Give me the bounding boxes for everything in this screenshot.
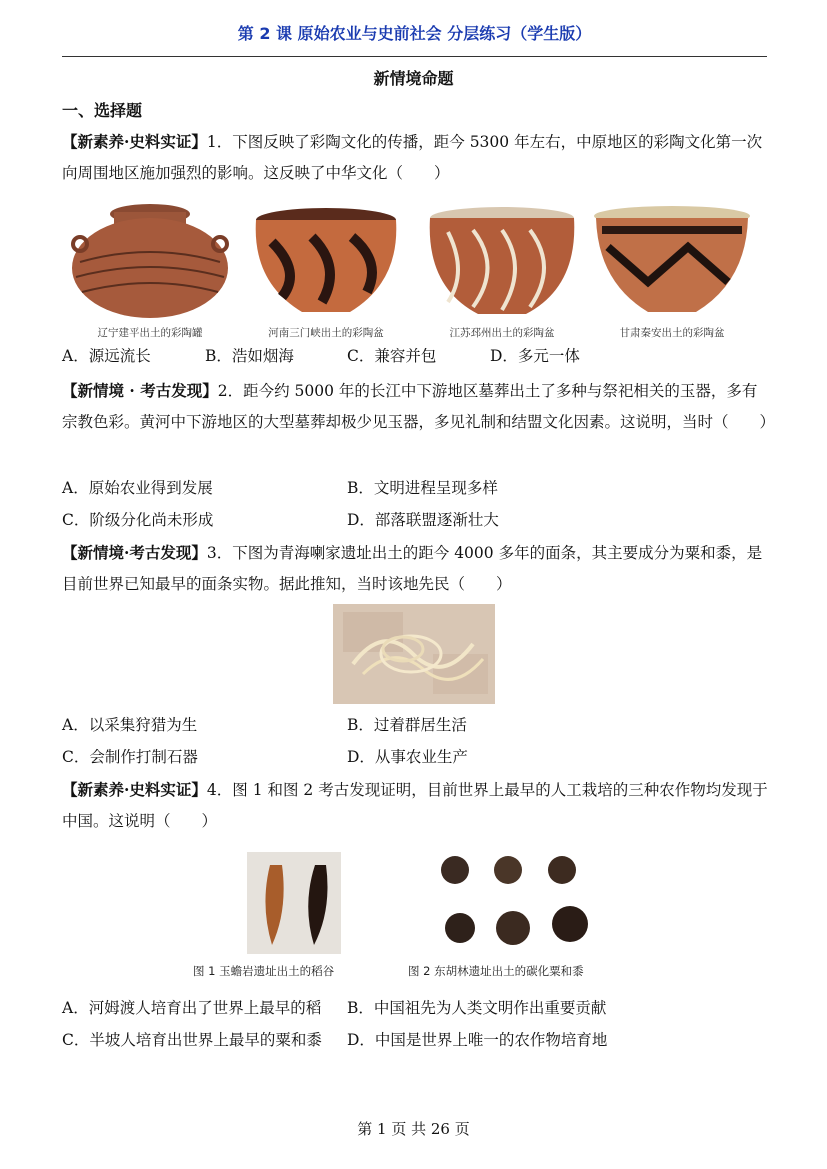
image-caption: 辽宁建平出土的彩陶罐 [97, 327, 203, 339]
pottery-image-4 [588, 202, 756, 340]
figure-1-caption: 图 1 玉蟾岩遗址出土的稻谷 [193, 964, 335, 978]
option-d[interactable]: D．多元一体 [490, 347, 580, 365]
option-c[interactable]: C．半坡人培育出世界上最早的粟和黍 [62, 1031, 322, 1049]
figure-2-caption: 图 2 东胡林遗址出土的碳化粟和黍 [408, 964, 584, 978]
question-3 [62, 537, 768, 600]
option-a[interactable]: A．河姆渡人培育出了世界上最早的稻 [62, 999, 322, 1017]
grains-photo-icon [190, 850, 640, 960]
question-text: 1．下图反映了彩陶文化的传播，距今 5300 年左右，中原地区的彩陶文化第一次向周围地区施加强烈的影响。这反映了中华文化（ ） [62, 133, 763, 182]
question-4 [62, 774, 768, 837]
pottery-figure [66, 202, 766, 340]
option-b[interactable]: B．中国祖先为人类文明作出重要贡献 [347, 999, 607, 1017]
question-text: 4．图 1 和图 2 考古发现证明，目前世界上最早的人工栽培的三种农作物均发现于中国。这说明（ ） [62, 781, 768, 830]
image-caption: 河南三门峡出土的彩陶盆 [268, 327, 384, 339]
question-text: 3．下图为青海喇家遗址出土的距今 4000 多年的面条，其主要成分为粟和黍，是目前世界已知最早的面条实物。据此推知，当时该地先民（ ） [62, 544, 763, 593]
question-tag: 【新情境 · 考古发现】 [62, 381, 218, 400]
option-d[interactable]: D．从事农业生产 [347, 748, 468, 766]
question-tag: 【新情境·考古发现】 [62, 543, 207, 562]
option-b[interactable]: B．过着群居生活 [347, 716, 467, 734]
pottery-bowl-icon [418, 202, 586, 322]
page-footer: 第 1 页 共 26 页 [357, 1120, 470, 1138]
question-2-options [62, 472, 768, 536]
option-d[interactable]: D．中国是世界上唯一的农作物培育地 [347, 1031, 608, 1049]
image-caption: 甘肃秦安出土的彩陶盆 [619, 327, 725, 339]
question-3-options [62, 709, 768, 773]
option-d[interactable]: D．部落联盟逐渐壮大 [347, 511, 499, 529]
pottery-jar-icon [66, 202, 234, 322]
option-b[interactable]: B．浩如烟海 [205, 347, 294, 365]
image-caption: 江苏邳州出土的彩陶盆 [449, 327, 555, 339]
pottery-image-3 [418, 202, 586, 340]
pottery-image-1 [66, 202, 234, 340]
option-c[interactable]: C．兼容并包 [347, 347, 437, 365]
pottery-bowl-icon [588, 202, 756, 322]
section-title: 新情境命题 [373, 69, 454, 88]
option-a[interactable]: A．源远流长 [62, 347, 151, 365]
noodle-image [333, 604, 495, 704]
pottery-bowl-icon [242, 202, 410, 322]
option-a[interactable]: A．以采集狩猎为生 [62, 716, 198, 734]
question-1-options [62, 341, 580, 371]
question-text: 2．距今约 5000 年的长江中下游地区墓葬出土了多种与祭祀相关的玉器，多有宗教色彩。黄河中下游地区的大型墓葬却极少见玉器，多见礼制和结盟文化因素。这说明，当时（ ） [62, 382, 776, 431]
page-header [62, 22, 767, 57]
option-b[interactable]: B．文明进程呈现多样 [347, 479, 498, 497]
option-c[interactable]: C．阶级分化尚未形成 [62, 511, 214, 529]
question-tag: 【新素养·史料实证】 [62, 780, 207, 799]
document-title: 第 2 课 原始农业与史前社会 分层练习（学生版） [237, 24, 592, 43]
noodle-photo-icon [333, 604, 495, 704]
question-4-options [62, 992, 768, 1056]
question-tag: 【新素养·史料实证】 [62, 132, 207, 151]
pottery-image-2 [242, 202, 410, 340]
option-a[interactable]: A．原始农业得到发展 [62, 479, 213, 497]
option-c[interactable]: C．会制作打制石器 [62, 748, 198, 766]
grains-figure [190, 850, 640, 980]
part-title: 一、选择题 [62, 101, 143, 120]
question-2 [62, 375, 776, 438]
question-1 [62, 126, 768, 189]
